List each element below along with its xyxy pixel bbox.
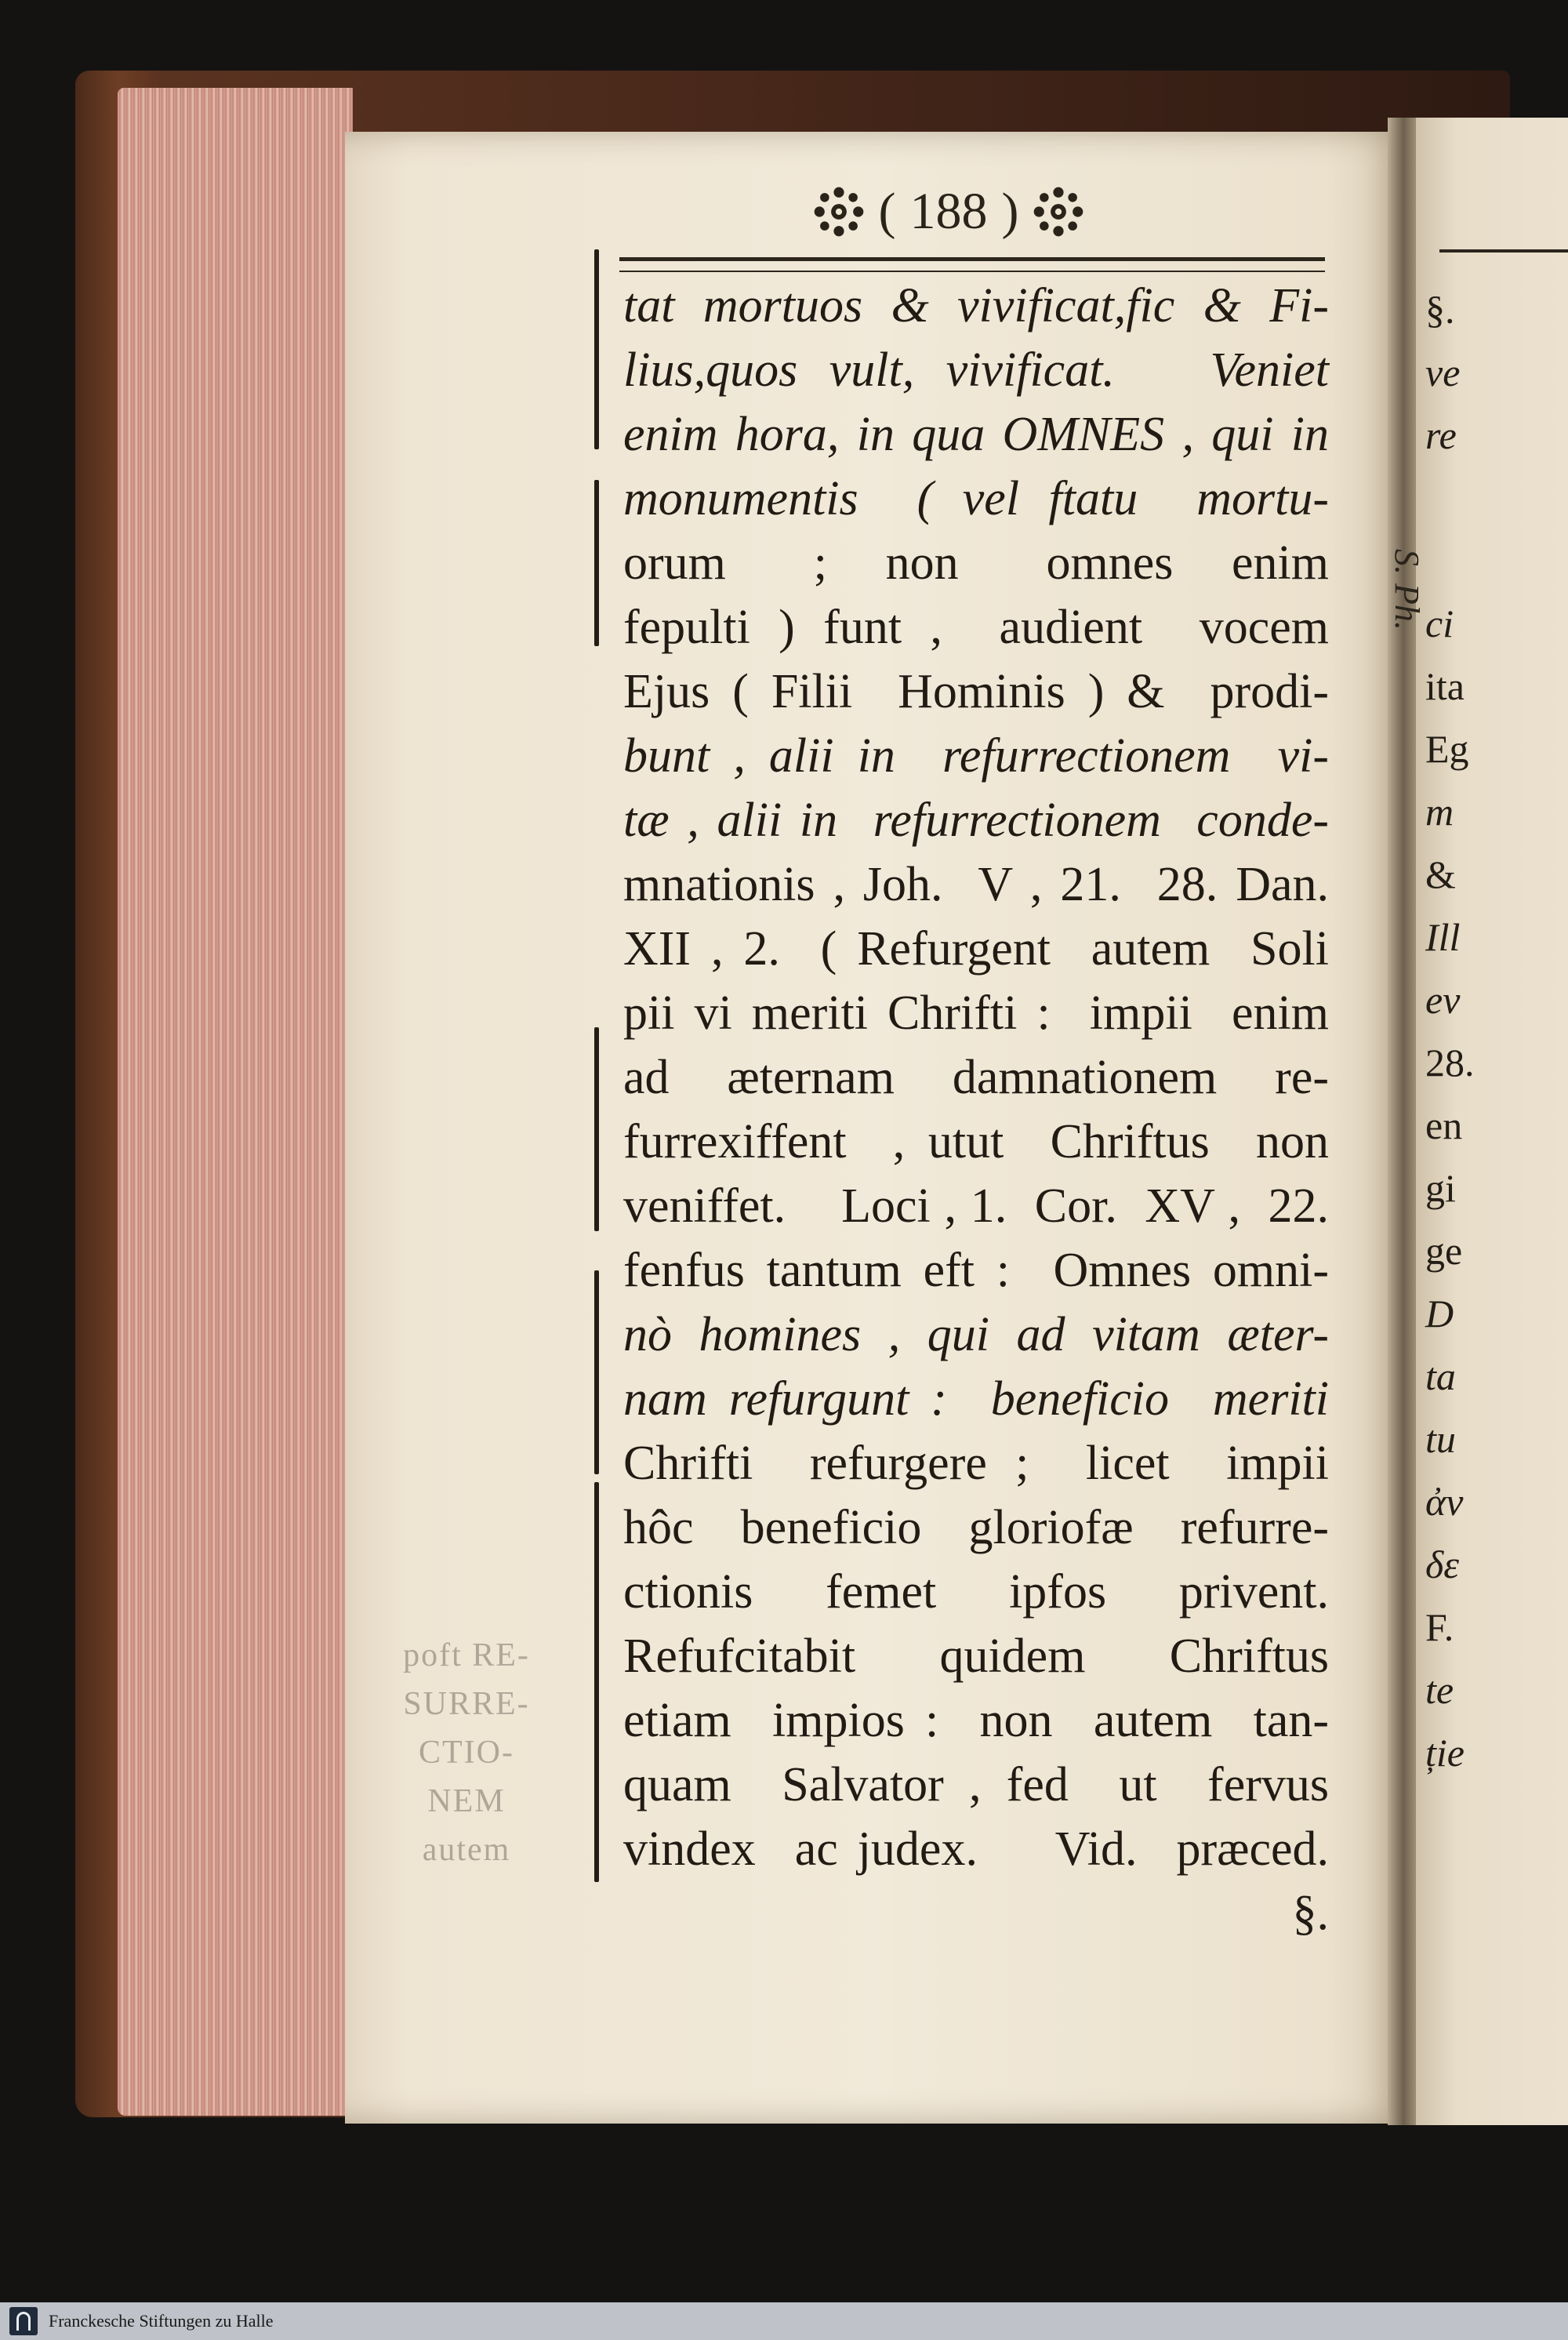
text-line: orum ; non omnes enim [623,536,1329,590]
right-page-rule [1439,249,1568,253]
right-page-fragment: gi [1425,1166,1456,1210]
text-line: tæ , alii in refurrectionem conde- [623,794,1329,847]
text-line: vindex ac judex. Vid. præced. [623,1822,1329,1876]
footer-bar [0,2302,1568,2340]
text-line: monumentis ( vel ftatu mortu- [623,472,1329,525]
right-page-fragment: §. [1425,288,1455,332]
text-line: furrexiffent , utut Chriftus non [623,1115,1329,1168]
text-line: nam refurgunt : beneficio meriti [623,1372,1329,1426]
margin-bleed-line: autem [422,1832,511,1868]
right-page-fragment: ge [1425,1229,1463,1273]
text-line: XII , 2. ( Refurgent autem Soli [623,922,1329,976]
right-page-fragment: m [1425,790,1454,834]
text-line: bunt , alii in refurrectionem vi- [623,729,1329,783]
text-line: Ejus ( Filii Hominis ) & prodi- [623,665,1329,718]
text-line: pii vi meriti Chrifti : impii enim [623,987,1329,1040]
right-page-fragment: Ill [1425,915,1461,959]
text-line: fenfus tantum eft : Omnes omni- [623,1244,1329,1297]
right-page-fragment: en [1425,1103,1463,1147]
text-line: tat mortuos & vivificat,fic & Fi- [623,279,1329,332]
right-page-fragment: Eg [1425,727,1469,771]
right-page-vertical-note: S. Ph. [1388,549,1426,630]
text-line: hôc beneficio gloriofæ refurre- [623,1501,1329,1554]
margin-marker [594,1482,599,1702]
right-page-fragment: ve [1425,351,1461,394]
margin-marker [594,1686,599,1882]
right-page-fragment: F. [1425,1605,1454,1649]
ornament-right-icon [1033,186,1084,238]
text-line: veniffet. Loci , 1. Cor. XV , 22. [623,1179,1329,1233]
page-number-close: ) [1001,183,1019,240]
margin-marker [594,1027,599,1231]
page-number-open: ( [878,183,896,240]
header-rule [619,257,1325,272]
book-gutter [1388,118,1419,2125]
right-page-fragment: re [1425,413,1457,457]
right-page [1416,118,1568,2125]
margin-bleed-line: CTIO- [419,1735,514,1771]
catchword: §. [1292,1887,1329,1940]
margin-marker [594,480,599,646]
right-page-fragment: δε [1425,1542,1459,1586]
right-page-fragment: ta [1425,1354,1456,1398]
text-line: Chrifti refurgere ; licet impii [623,1437,1329,1490]
text-line: fepulti ) funt , audient vocem [623,601,1329,654]
text-line: nò homines , qui ad vitam æter- [623,1308,1329,1361]
text-line: mnationis , Joh. V , 21. 28. Dan. [623,858,1329,911]
right-page-fragment: ita [1425,664,1465,708]
right-page-fragment: D [1425,1292,1454,1335]
right-page-fragment: te [1425,1668,1454,1712]
text-line: ctionis femet ipfos privent. [623,1565,1329,1619]
right-page-fragment: & [1425,852,1456,896]
text-line: ad æternam damnationem re- [623,1051,1329,1104]
text-line: enim hora, in qua OMNES , qui in [623,408,1329,461]
margin-bleed-line: SURRE- [403,1686,530,1722]
margin-bleed-line: NEM [427,1783,506,1819]
right-page-fragment: tu [1425,1417,1456,1461]
institution-logo-icon [9,2307,38,2335]
footer-institution: Franckesche Stiftungen zu Halle [49,2311,274,2331]
text-line: quam Salvator , fed ut fervus [623,1758,1329,1811]
margin-marker [594,249,599,449]
page-edges [118,88,353,2116]
right-page-fragment: ci [1425,601,1454,645]
text-line: etiam impios : non autem tan- [623,1694,1329,1747]
margin-marker [594,1270,599,1474]
text-line: Refufcitabit quidem Chriftus [623,1630,1329,1683]
margin-bleed-line: poft RE- [403,1637,530,1673]
ornament-left-icon [813,186,865,238]
right-page-fragment: ev [1425,978,1461,1022]
text-line: lius,quos vult, vivificat. Veniet [623,343,1329,397]
page-header [784,176,1113,247]
margin-bleed-through [384,1631,549,1874]
page-number: 188 [909,183,988,240]
right-page-fragment: 28. [1425,1041,1475,1085]
right-page-fragment: ἀν [1425,1480,1464,1524]
right-page-fragment: ție [1425,1731,1465,1775]
